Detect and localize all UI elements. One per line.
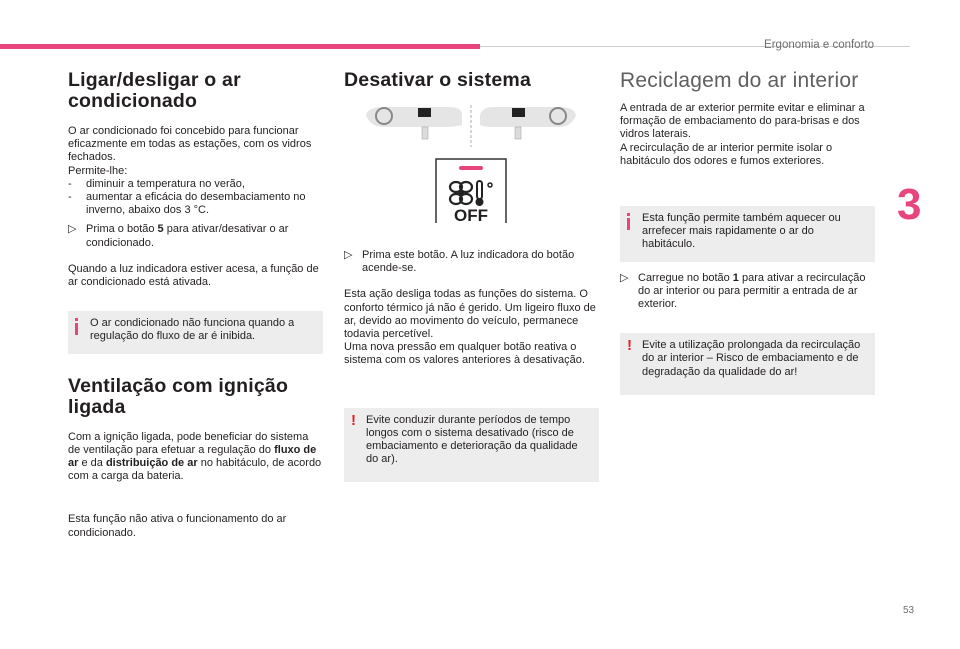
- heading-recirculation: Reciclagem do ar interior: [620, 69, 859, 92]
- column-recirculation: [620, 70, 875, 395]
- warning-icon: !: [351, 411, 356, 429]
- paragraph: Esta função não ativa o funcionamento do ar condicionado.: [68, 513, 287, 539]
- arrow-bullet-icon: ▷: [344, 249, 353, 261]
- chapter-number: 3: [897, 180, 922, 229]
- paragraph: O ar condicionado foi concebido para funcionar eficazmente em todas as estações, com os vidros fechados.: [68, 125, 312, 164]
- column-ac: [68, 70, 323, 540]
- off-label: OFF: [454, 206, 488, 225]
- warning-icon: !: [627, 337, 632, 355]
- paragraph: A entrada de ar exterior permite evitar e eliminar a formação de embaciamento do para-brisas e dos vidros laterais.: [620, 102, 865, 141]
- paragraph: Uma nova pressão em qualquer botão reativa o sistema com os valores anteriores à desativação.: [344, 341, 585, 367]
- heading-ventilation: Ventilação com ignição ligada: [68, 374, 289, 418]
- paragraph: Com a ignição ligada, pode beneficiar do sistema de ventilação para efetuar a regulação do fluxo de ar e da distribuição de ar no habitáculo, de acordo com a carga da bateria.: [68, 430, 322, 483]
- warning-box: ! Evite conduzir durante períodos de tempo longos com o sistema desativado (risco de embaciamento e deterioração da qualidade do ar).: [344, 408, 599, 483]
- info-box: Esta função permite também aquecer ou arrefecer mais rapidamente o ar do habitáculo.: [620, 206, 875, 262]
- column-disable: [344, 70, 599, 482]
- instruction: ▷ Carregue no botão 1 para ativar a recirculação do ar interior ou para permitir a entrada de ar exterior.: [620, 271, 866, 311]
- list-item: - aumentar a eficácia do desembaciamento no inverno, abaixo dos 3 °C.: [68, 191, 306, 217]
- instruction: ▷ Prima este botão. A luz indicadora do botão acende-se.: [344, 249, 575, 275]
- heading-disable: Desativar o sistema: [344, 69, 531, 91]
- list-item: - diminuir a temperatura no verão,: [68, 177, 245, 190]
- info-box: O ar condicionado não funciona quando a regulação do fluxo de ar é inibida.: [68, 311, 323, 353]
- page-number: 53: [903, 605, 915, 616]
- section-title: Ergonomia e conforto: [764, 39, 874, 51]
- paragraph: Quando a luz indicadora estiver acesa, a função de ar condicionado está ativada.: [68, 262, 319, 289]
- heading-ac: Ligar/desligar o ar condicionado: [68, 69, 241, 112]
- dashboard-figure: [344, 103, 599, 223]
- warning-box: ! Evite a utilização prolongada da recirculação do ar interior – Risco de embaciamento e de degradação da qualidade do ar!: [620, 333, 875, 395]
- instruction: ▷ Prima o botão 5 para ativar/desativar o ar condicionado.: [68, 223, 289, 249]
- paragraph: Permite-lhe:: [68, 164, 128, 177]
- header-accent-bar: [0, 44, 480, 49]
- arrow-bullet-icon: ▷: [620, 271, 629, 284]
- arrow-bullet-icon: ▷: [68, 223, 77, 236]
- paragraph: A recirculação de ar interior permite isolar o habitáculo dos odores e fumos exteriores.: [620, 141, 833, 167]
- control-panel-illustration: [344, 103, 599, 223]
- paragraph: Esta ação desliga todas as funções do sistema. O conforto térmico já não é gerido. Um ligeiro fluxo de ar, devido ao movimento do veículo, permanece todavia percetível.: [344, 288, 596, 341]
